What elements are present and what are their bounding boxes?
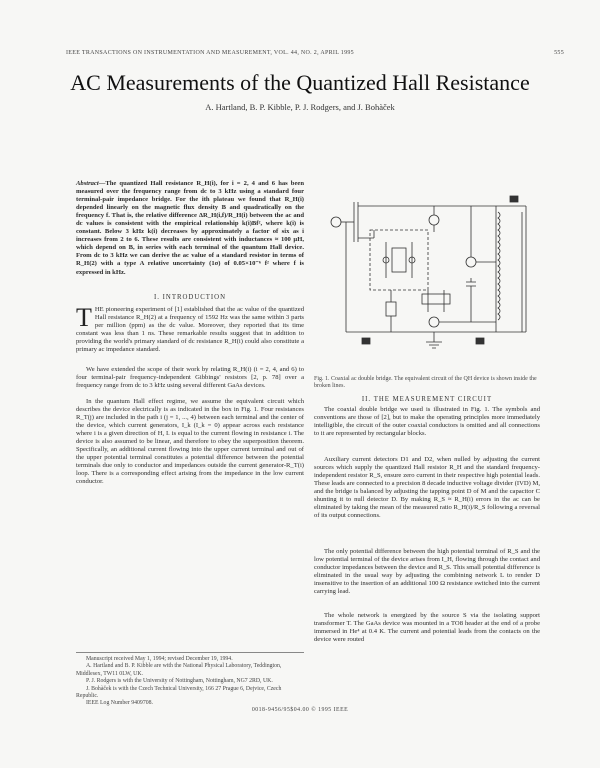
source-s-symbol (331, 217, 341, 227)
null-detector-symbol (466, 257, 476, 267)
circuit-text-4: The whole network is energized by the source S via the isolating support transformer T. The GaAs device was mounted in a TO8 header at the end of a probe immersed in He⁴ at 0.4 K. The current and potential leads from the contacts on the device were routed (314, 612, 540, 644)
intro-text-2: We have extended the scope of their work by relating R_H(i) (i = 2, 4, and 6) to four terminal-pair frequency-independent Gibbings' resistors [2, p. 78] over a frequency range from dc to 3 kHz using several different GaAs devices. (76, 366, 304, 390)
qh-device-box (370, 230, 428, 290)
bridge-circuit-figure (326, 182, 540, 372)
intro-paragraph-3 (76, 398, 304, 487)
circuit-text-3: The only potential difference between the high potential terminal of R_S and the low potential terminal of the device arises from I_H, flowing through the contact and conductor impedances between the device and R_S. This small potential difference is eliminated in the usual way by adjusting the combining network L to render D insensitive to the insertion of an additional 100 Ω resistance switched into the current carrying lead. (314, 548, 540, 596)
copyright-line: 0018-9456/95$04.00 © 1995 IEEE (251, 707, 349, 713)
circuit-text-1: The coaxial double bridge we used is illustrated in Fig. 1. The symbols and conventions are those of [2], but to make the operating principles more immediately intelligible, the circuit of the outer coaxial conductors is omitted and all connections to it are represented by rectangular blocks. (314, 406, 540, 438)
abstract-lead: Abstract— (76, 180, 106, 187)
footnote-received: Manuscript received May 1, 1994; revised December 19, 1994. (86, 656, 233, 662)
intro-paragraph-1 (76, 303, 304, 354)
intro-text-3: In the quantum Hall effect regime, we assume the equivalent circuit which describes the device electrically is as indicated in the box in Fig. 1. Four resistances R_T(j) are included in the path i (j = 1, ..., 4) between each terminal and the center of the device, which current generators, I_k (I_k = 0) appear across each resistance where i is a given direction of H, I. is equal to the current flowing in resistance i. The device is also assumed to be linear, and therefore to obey the superposition theorem. Specifically, an additional current flowing into the upper current terminal and out of the upper potential terminal constitutes a potential difference between the potential terminals due only to conductor and impedances outside the current generator-R_T(i) loop. There is a corresponding effect arising from the impedance in the low current conductor. (76, 398, 304, 486)
page-number: 555 (554, 50, 564, 56)
detector-d1-symbol (429, 215, 439, 225)
intro-paragraph-2 (76, 366, 304, 390)
running-header (66, 50, 564, 56)
circuit-paragraph-1 (314, 406, 540, 438)
footnote-block (76, 652, 304, 708)
detector-d2-symbol (429, 317, 439, 327)
abstract (76, 180, 304, 277)
section-heading-measurement-circuit: II. THE MEASUREMENT CIRCUIT (361, 396, 493, 403)
journal-header: IEEE TRANSACTIONS ON INSTRUMENTATION AND MEASUREMENT, VOL. 44, NO. 2, APRIL 1995 (66, 50, 354, 56)
figure-caption: Fig. 1. Coaxial ac double bridge. The equivalent circuit of the QH device is shown inside the broken lines. (314, 376, 537, 390)
circuit-paragraph-2 (314, 456, 540, 520)
paper-title: AC Measurements of the Quantized Hall Resistance (70, 70, 530, 95)
intro-text-1: HE pioneering experiment of [1] established that the ac value of the quantized Hall resistance R_H(2) at a frequency of 1592 Hz was the same within 3 parts per million (ppm) as the dc value. Moreover, they reported that its time constant was less than 1 ns. These remarkable results suggest that in addition to providing the world's primary standard of dc resistance R_H(i) could also constitute a primary ac impedance standard. (76, 306, 304, 354)
abstract-text: The quantized Hall resistance R_H(i), for i = 2, 4 and 6 has been measured over the frequency range from dc to 3 kHz using a standard four terminal-pair impedance bridge. For the ith plateau we found that R_H(i) depended linearly on the magnetic flux density B and quadratically on the frequency f. That is, the relative difference ΔR_H(i,f)/R_H(i) between the ac and dc values is consistent with the empirical relationship k(i)Bf², where k(i) is constant. Below 3 kHz k(i) decreases by approximately a factor of six as i increases from 2 to 6. These results are consistent with inductances ≈ 100 µH, which depend on B, in series with each terminal of the quantum Hall device. From dc to 3 kHz we can derive the ac value of a standard resistor in terms of R_H(2) with a type A relative uncertainty (1σ) of 0.05×10⁻⁶ f² where f is expressed in kHz. (76, 180, 304, 276)
footnote-affiliation-1: A. Hartland and B. P. Kibble are with the National Physical Laboratory, Teddington, Middlesex, TW11 0LW, UK. (76, 663, 282, 677)
ivd-m-winding (498, 212, 500, 320)
capacitor-c (466, 278, 476, 322)
footnote-affiliation-2: P. J. Rodgers is with the University of Nottingham, Nottingham, NG7 2RD, UK. (86, 678, 273, 685)
circuit-paragraph-4 (314, 612, 540, 644)
circuit-text-2: Auxiliary current detectors D1 and D2, when nulled by adjusting the current sources which supply the quantized Hall resistor R_H and the standard frequency-independent resistor R_S, ensure zero current in their respective high potential leads. These leads are connected to a precision 8 decade inductive voltage divider (IVD) M, and the bridge is balanced by adjusting the tapping point D of M and the capacitor C shunting it to null detector D. By making R_S ≈ R_H(i) errors in the ac can be eliminated by taking the mean of the measured ratio R_H(i)/R_S following a reversal of its output connections. (314, 456, 540, 520)
circuit-paragraph-3 (314, 548, 540, 596)
footnote-ieee-log: IEEE Log Number 9409708. (86, 700, 153, 707)
section-heading-introduction: I. INTRODUCTION (153, 294, 226, 301)
author-list: A. Hartland, B. P. Kibble, P. J. Rodgers, and J. Bohàček (205, 102, 395, 112)
drop-cap: T (76, 303, 92, 332)
footnote-affiliation-3: J. Bohàček is with the Czech Technical University, 166 27 Prague 6, Dejvice, Czech Republic. (76, 685, 282, 700)
standard-resistor (422, 294, 450, 304)
